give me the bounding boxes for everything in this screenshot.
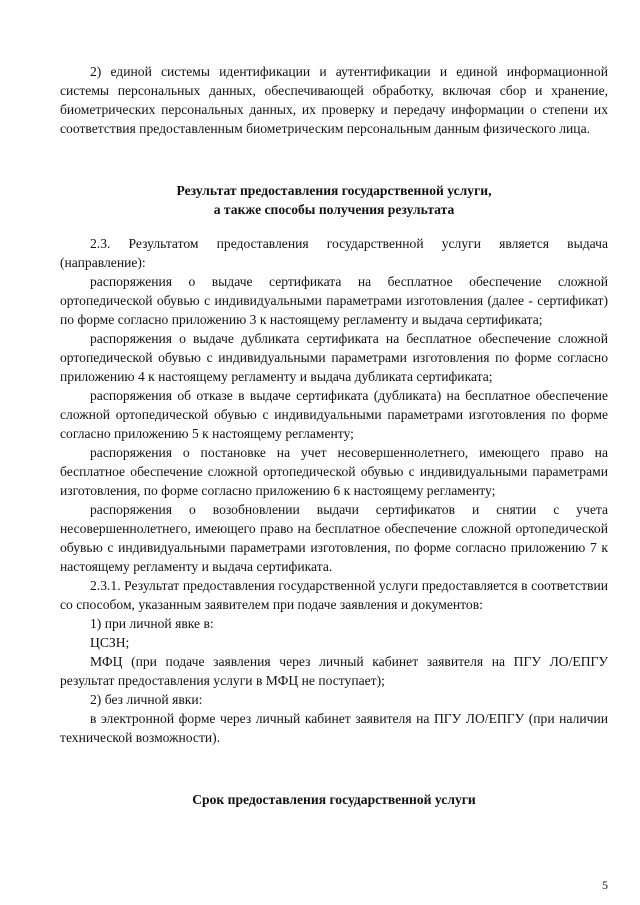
paragraph-2-3-1: 2.3.1. Результат предоставления государственной услуги предоставляется в соответствии со способом, указанным заявителем при подаче заявления и документов: (60, 578, 608, 612)
section-heading-result (60, 181, 608, 219)
intro-paragraph: 2) единой системы идентификации и аутентификации и единой информационной системы персональных данных, обеспечивающей обработку, включая сбор и хранение, биометрических персональных данных, их проверку и передачу информации о степени их соответствия предоставленным биометрическим персональным данным физического лица. (60, 64, 608, 136)
section-body-result (60, 234, 608, 747)
section-heading-line-1: Результат предоставления государственной услуги, (176, 183, 492, 198)
paragraph-resumption: распоряжения о возобновлении выдачи сертификатов и снятии с учета несовершеннолетнего, имеющего право на бесплатное обеспечение сложной ортопедической обувью с индивидуальными параметрами изготовления, по форме согласно приложению 7 к настоящему регламенту и выдача сертификата. (60, 502, 608, 574)
list-item-mfc: МФЦ (при подаче заявления через личный кабинет заявителя на ПГУ ЛО/ЕПГУ результат предоставления услуги в МФЦ не поступает); (60, 654, 608, 688)
list-item-electronic: в электронной форме через личный кабинет заявителя на ПГУ ЛО/ЕПГУ (при наличии технической возможности). (60, 711, 608, 745)
paragraph-certificate: распоряжения о выдаче сертификата на бесплатное обеспечение сложной ортопедической обувью с индивидуальными параметрами изготовления (далее - сертификат) по форме согласно приложению 3 к настоящему регламенту и выдача сертификата; (60, 274, 608, 327)
section-heading-line-2: а также способы получения результата (213, 202, 455, 217)
section-heading-term: Срок предоставления государственной услуги (192, 792, 476, 807)
paragraph-duplicate: распоряжения о выдаче дубликата сертификата на бесплатное обеспечение сложной ортопедической обувью с индивидуальными параметрами изготовления по форме согласно приложению 4 к настоящему регламенту и выдача дубликата сертификата; (60, 331, 608, 384)
list-item-cszn: ЦСЗН; (90, 635, 130, 650)
paragraph-2-3: 2.3. Результатом предоставления государственной услуги является выдача (направление): (60, 236, 608, 270)
paragraph-refusal: распоряжения об отказе в выдаче сертификата (дубликата) на бесплатное обеспечение сложной ортопедической обувью с индивидуальными параметрами изготовления по форме согласно приложению 5 к настоящему регламенту; (60, 388, 608, 441)
paragraph-registration: распоряжения о постановке на учет несовершеннолетнего, имеющего право на бесплатное обеспечение сложной ортопедической обувью с индивидуальными параметрами изготовления, по форме согласно приложению 6 к настоящему регламенту; (60, 445, 608, 498)
list-item-personal-visit: 1) при личной явке в: (90, 616, 214, 631)
page-number: 5 (602, 878, 608, 892)
list-item-no-visit: 2) без личной явки: (90, 692, 203, 707)
